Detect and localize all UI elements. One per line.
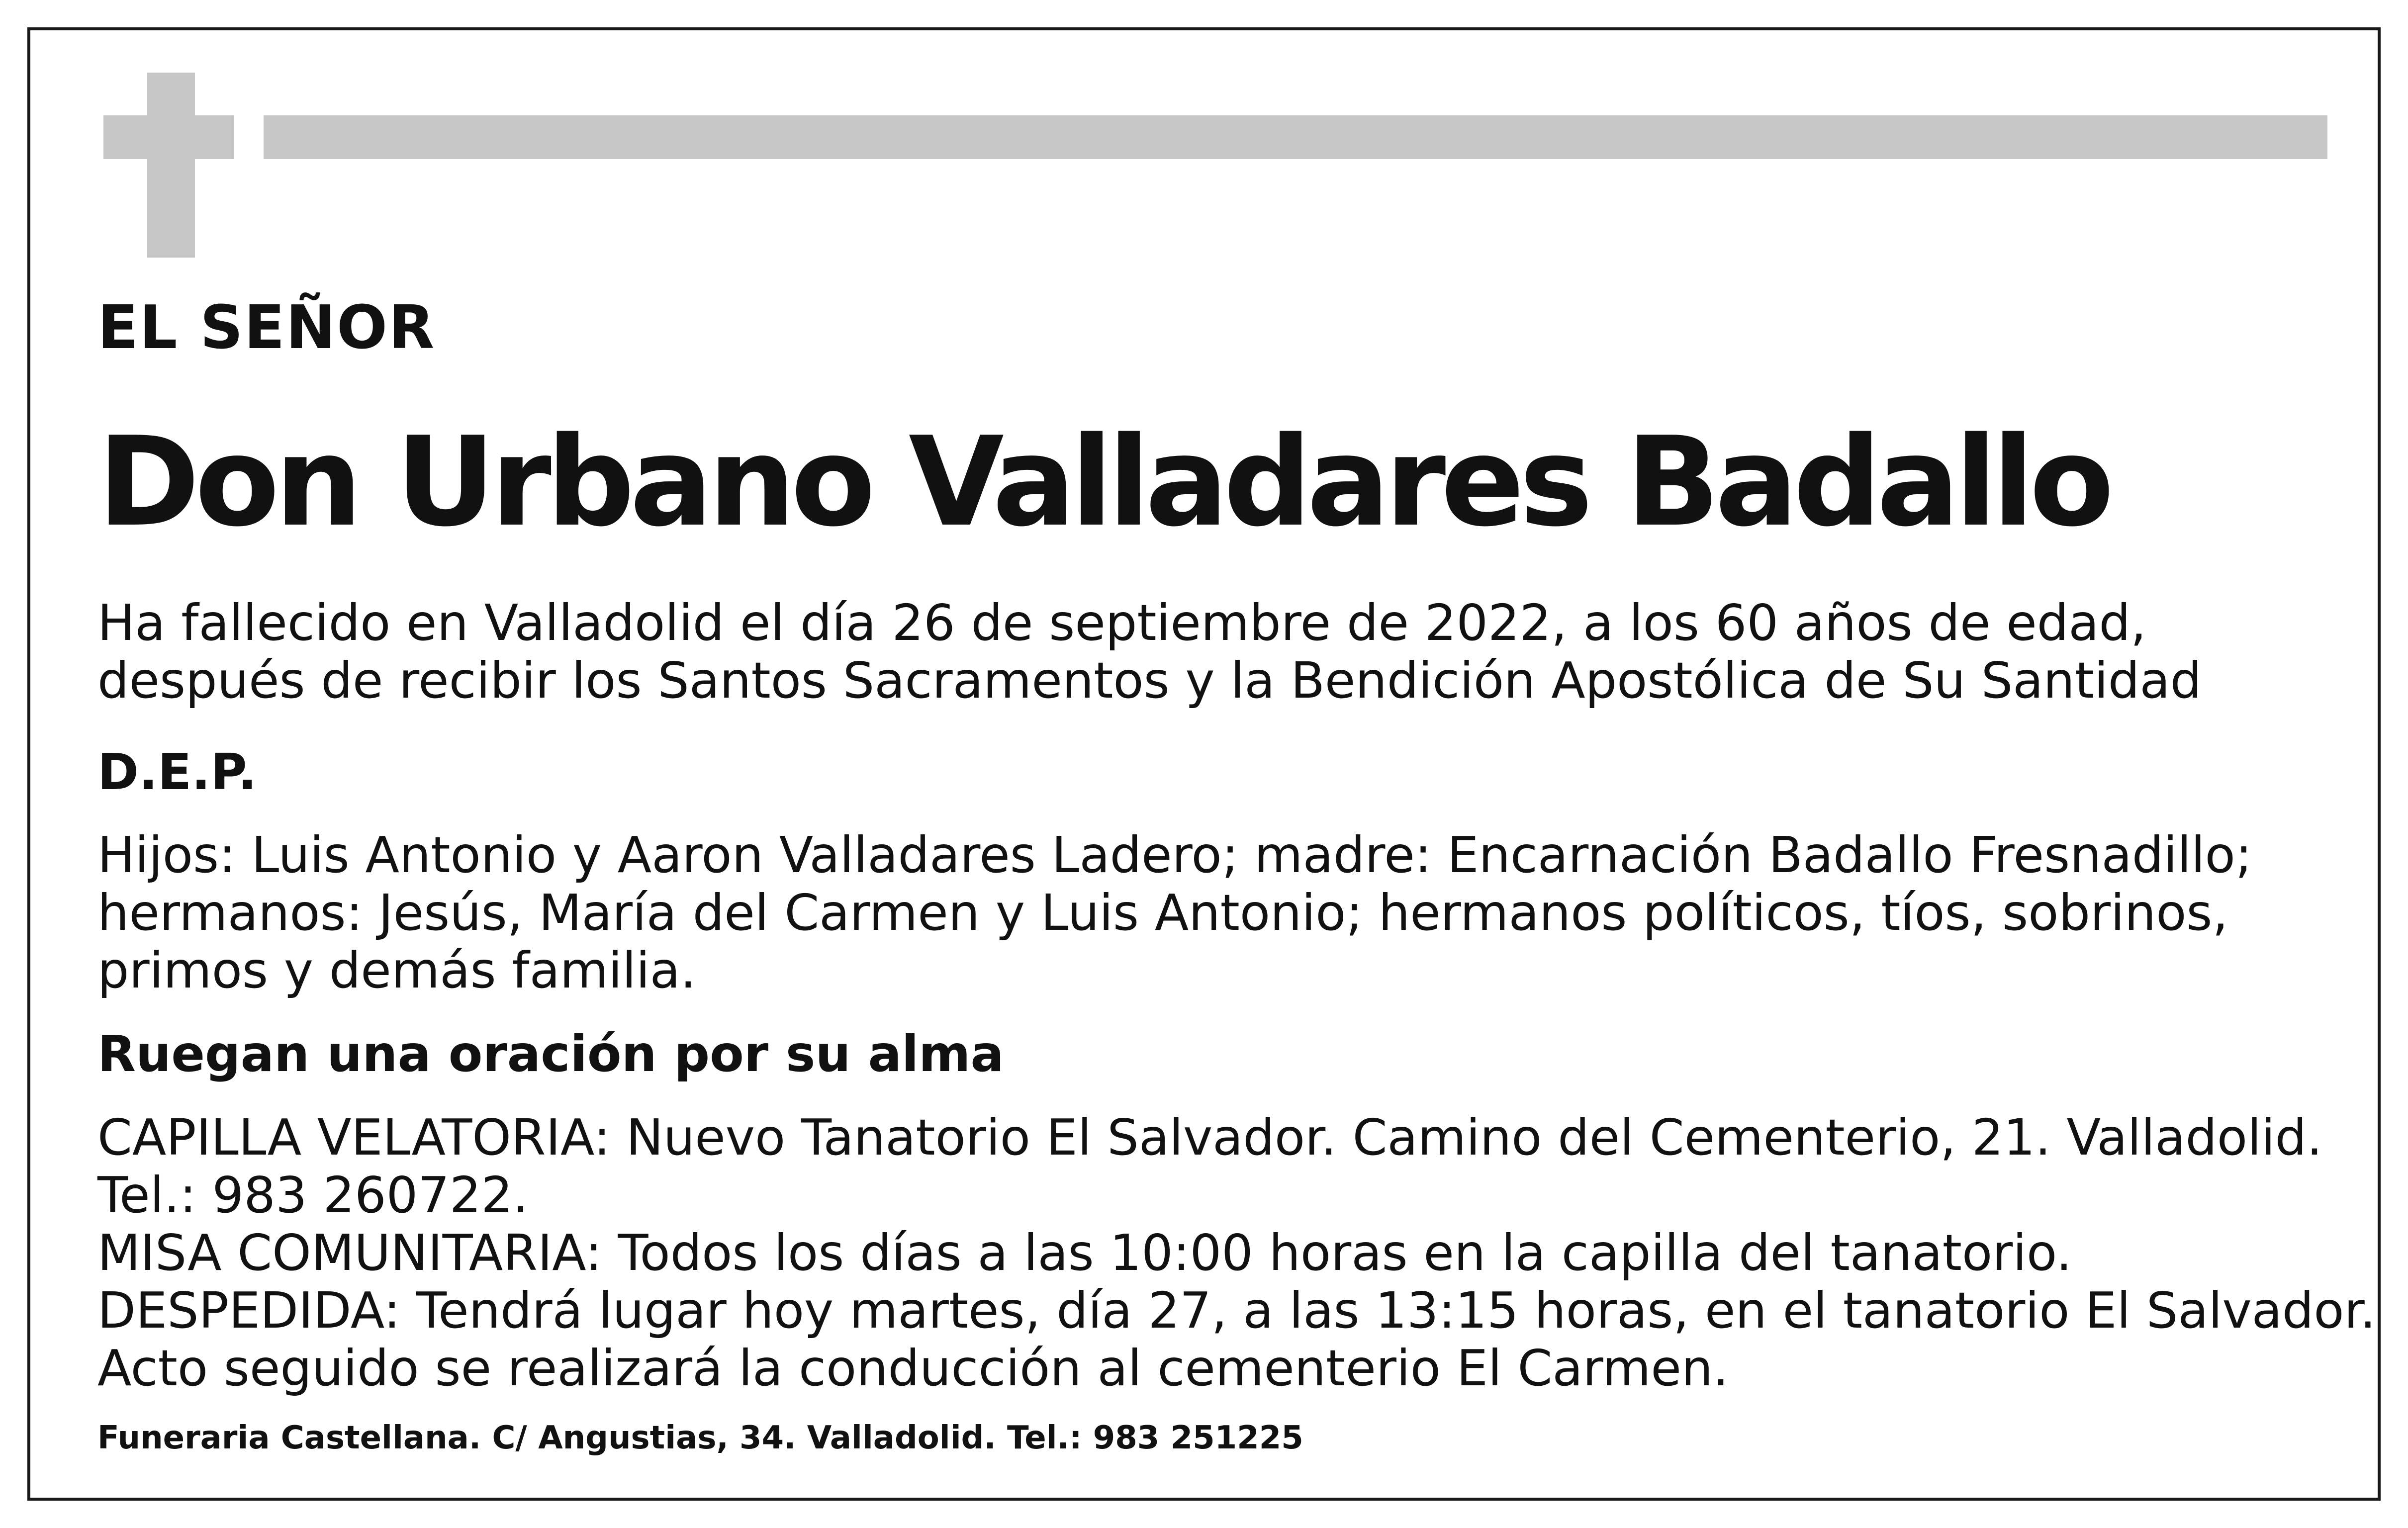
- service-line: Tel.: 983 260722.: [97, 1166, 529, 1224]
- family-line: primos y demás familia.: [97, 941, 696, 999]
- deceased-name: Don Urbano Valladares Badallo: [97, 411, 2110, 554]
- honorific: EL SEÑOR: [97, 293, 436, 362]
- rip-label: D.E.P.: [97, 743, 257, 801]
- death-notice-line: Ha fallecido en Valladolid el día 26 de septiembre de 2022, a los 60 años de edad,: [97, 594, 2146, 652]
- cross-icon-horizontal: [103, 115, 234, 159]
- service-line: DESPEDIDA: Tendrá lugar hoy martes, día 27, a las 13:15 horas, en el tanatorio El Salvador.: [97, 1281, 2376, 1340]
- funeral-home-footer: Funeraria Castellana. C/ Angustias, 34. Valladolid. Tel.: 983 251225: [97, 1420, 1303, 1456]
- cross-icon-vertical: [147, 73, 195, 258]
- service-line: CAPILLA VELATORIA: Nuevo Tanatorio El Salvador. Camino del Cementerio, 21. Valladolid.: [97, 1108, 2322, 1167]
- prayer-request: Ruegan una oración por su alma: [97, 1025, 1004, 1083]
- family-line: hermanos: Jesús, María del Carmen y Luis Antonio; hermanos políticos, tíos, sobrinos,: [97, 884, 2228, 942]
- service-line: MISA COMUNITARIA: Todos los días a las 10:00 horas en la capilla del tanatorio.: [97, 1224, 2072, 1282]
- header-rule: [264, 115, 2327, 159]
- death-notice-line: después de recibir los Santos Sacramentos y la Bendición Apostólica de Su Santidad: [97, 651, 2202, 710]
- service-line: Acto seguido se realizará la conducción al cementerio El Carmen.: [97, 1339, 1729, 1397]
- family-line: Hijos: Luis Antonio y Aaron Valladares Ladero; madre: Encarnación Badallo Fresnadillo;: [97, 826, 2252, 884]
